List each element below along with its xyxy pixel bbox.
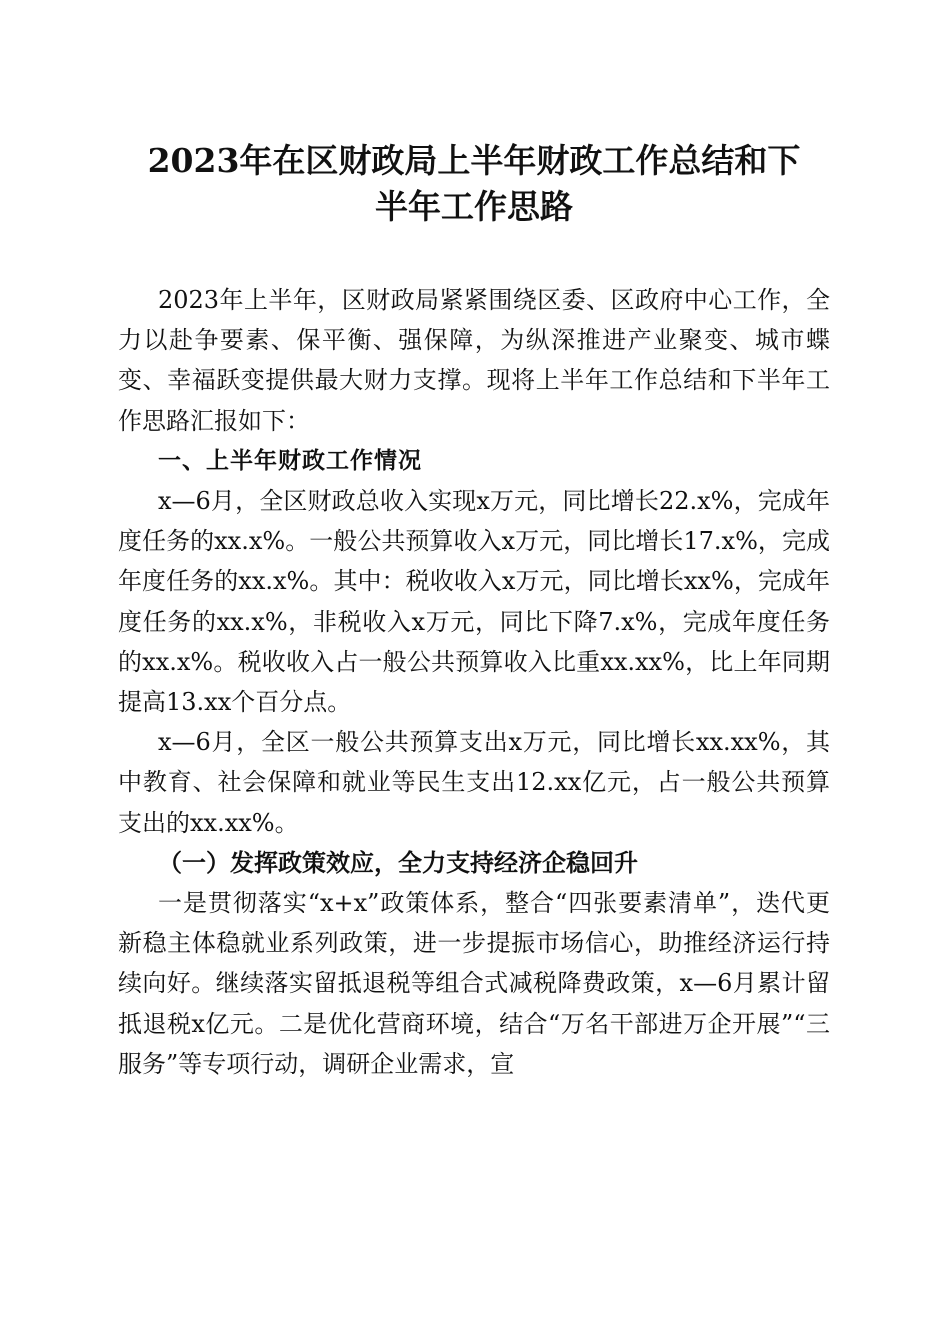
title-line-2: 半年工作思路 <box>375 187 573 226</box>
intro-paragraph: 2023年上半年，区财政局紧紧围绕区委、区政府中心工作，全力以赴争要素、保平衡、强保障，为纵深推进产业聚变、城市蝶变、幸福跃变提供最大财力支撑。现将上半年工作总结和下半年工作思路汇报如下： <box>118 286 830 435</box>
subsection-heading-1: （一）发挥政策效应，全力支持经济企稳回升 <box>158 847 638 877</box>
document-body <box>118 280 830 1084</box>
document-page <box>118 138 830 1084</box>
revenue-paragraph: x—6月，全区财政总收入实现x万元，同比增长22.x%，完成年度任务的xx.x%。一般公共预算收入x万元，同比增长17.x%，完成年度任务的xx.x%。其中：税收收入x万元，同比增长xx%，完成年度任务的xx.x%，非税收入x万元，同比下降7.x%，完成年度任务的xx.x%。税收收入占一般公共预算收入比重xx.xx%，比上年同期提高13.xx个百分点。 <box>118 487 830 717</box>
policy-paragraph: 一是贯彻落实“x+x”政策体系，整合“四张要素清单”，迭代更新稳主体稳就业系列政策，进一步提振市场信心，助推经济运行持续向好。继续落实留抵退税等组合式减税降费政策，x—6月累计留抵退税x亿元。二是优化营商环境，结合“万名干部进万企开展”“三服务”等专项行动，调研企业需求，宣 <box>118 889 830 1078</box>
expenditure-paragraph: x—6月，全区一般公共预算支出x万元，同比增长xx.xx%，其中教育、社会保障和就业等民生支出12.xx亿元，占一般公共预算支出的xx.xx%。 <box>118 728 830 837</box>
document-title <box>118 138 830 230</box>
title-line-1: 2023年在区财政局上半年财政工作总结和下 <box>147 141 801 180</box>
section-heading-1: 一、上半年财政工作情况 <box>158 447 422 474</box>
